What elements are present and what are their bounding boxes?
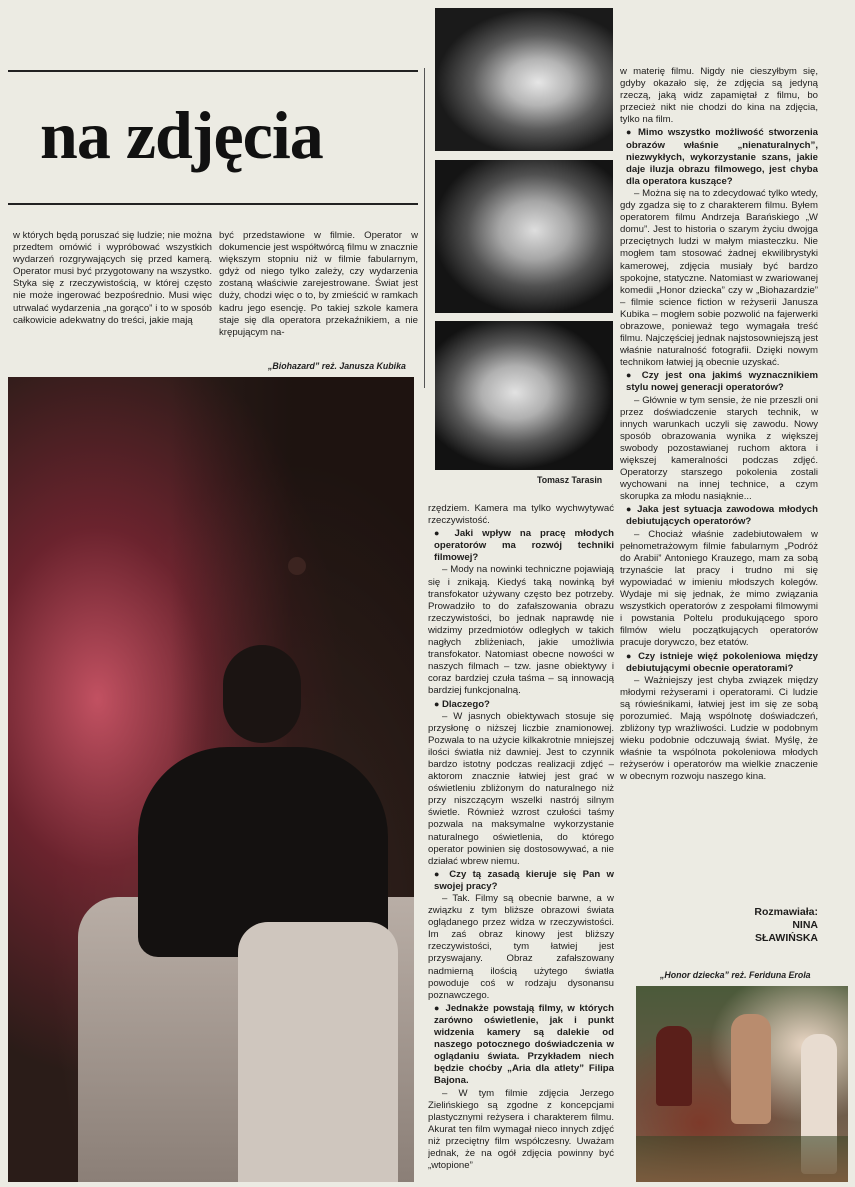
signature-label: Rozmawiała: <box>754 906 818 918</box>
interview-question: ● Czy jest ona jakimś wyznacznikiem stylu nowej generacji operatorów? <box>620 369 818 394</box>
interview-question: ● Czy tą zasadą kieruje się Pan w swojej pracy? <box>428 868 614 893</box>
interview-answer: rzędziem. Kamera ma tylko wychwytywać rzeczywistość. <box>428 503 614 527</box>
signature-last-name: SŁAWIŃSKA <box>755 932 818 944</box>
photo-honor-dziecka-still <box>636 986 848 1182</box>
interview-answer: – W tym filmie zdjęcia Jerzego Zielińskiego są zgodne z koncepcjami plastycznymi reżysera i charakterem filmu. Akurat ten film wymagał nieco innych zdjęć niż przeciętny film współczesny. Uważam jednak, że na ogół zdjęcia powinny być „wtopione” <box>428 1087 614 1172</box>
interview-answer: – Ważniejszy jest chyba związek między młodymi reżyserami i operatorami. Ci ludzie są rówieśnikami, łatwiej jest im się ze sobą porozumieć. Mają wspólnotę doświadczeń, zbliżony typ wrażliwości. Ludzie w podobnym wieku podobnie odczuwają świat. Myślę, że właśnie ta wspólnota pokoleniowa młodych reżyserów i operatorów ma wielkie znaczenie w obecnym rozwoju naszego kina. <box>620 674 818 783</box>
photo-figure-left <box>656 1026 692 1106</box>
signature-first-name: NINA <box>792 919 818 931</box>
photo-foreground <box>636 1136 848 1182</box>
photo-figure-center <box>731 1014 771 1124</box>
caption-honor-dziecka: „Honor dziecka” reż. Feriduna Erola <box>660 970 811 980</box>
interview-question: ● Dlaczego? <box>428 698 614 711</box>
interview-column-middle <box>428 503 614 1183</box>
portrait-photo-2 <box>435 160 613 313</box>
intro-paragraph-2: być przedstawione w filmie. Operator w dokumencie jest współtwórcą filmu w znacznie większym stopniu niż w filmie fabularnym, gdyż od niego tylko zależy, czy wydarzenia zostaną właściwie zarejestrowane. Świat jest duży, chodzi więc o to, by zmieścić w ramkach kadru jego esencję. Po takiej szkole kamera staje się dla operatora przekaźnikiem, a nie krępującym na- <box>219 230 418 338</box>
portrait-photo-1 <box>435 8 613 151</box>
top-rule <box>8 70 418 72</box>
interview-answer: – Mody na nowinki techniczne pojawiają się i znikają. Kiedyś taką nowinką był transfokator używany często bez potrzeby. Prowadziło to do zafałszowania obrazu rzeczywistości, bo jednak naprawdę nie widzimy przedmiotów odległych w takich nagłych zbliżeniach, jakie umożliwia transfokator. Natomiast obecne nowości w naszych filmach – tzw. jasne obiektywy i coraz bardziej czuła taśma – są innowacją bardziej funkcjonalną. <box>428 564 614 697</box>
interview-answer: – Chociaż właśnie zadebiutowałem w pełnometrażowym filmie fabularnym „Podróż do Arabii” Antoniego Krauzego, mam za sobą trzynaście lat pracy i trudno mi się wypowiadać w imieniu młodszych kolegów. Wydaje mi się jednak, że mimo związania wszystkich operatorów z zespołami filmowymi i powstania Poltelu produkującego sporo filmów wielu początkujących operatorów pracuje dorywczo, bez etatów. <box>620 528 818 649</box>
interview-answer: w materię filmu. Nigdy nie cieszyłbym się, gdyby okazało się, że zdjęcia są jedyną rzeczą, jaką widz zapamiętał z filmu, bo przecież nikt nie chodzi do kina na zdjęcia, tylko na film. <box>620 66 818 126</box>
interview-question: ● Mimo wszystko możliwość stworzenia obrazów właśnie „nienaturalnych”, niezwykłych, wykorzystanie szans, jakie daje iluzja obrazu filmowego, jest chyba dla operatora kuszące? <box>620 126 818 187</box>
intro-paragraph-1: w których będą poruszać się ludzie; nie można przedtem omówić i wypróbować wszystkich wydarzeń rozgrywających się przed kamerą. Operator musi być przygotowany na wszystko. Styka się z rzeczywistością, w której często nie może ingerować bezpośrednio. Musi więc utrwalać wydarzenia „na gorąco” i to w sposób całkowicie adekwatny do treści, jakie mają <box>13 230 212 326</box>
headline-bottom-rule <box>8 203 418 205</box>
interview-question: ● Czy istnieje więź pokoleniowa między debiutującymi obecnie operatorami? <box>620 650 818 675</box>
interview-answer: – Tak. Filmy są obecnie barwne, a w związku z tym bliższe obrazowi świata oglądanego przez widza w rzeczywistości. Im zaś obraz kinowy jest bliższy rzeczywistości, tym łatwiej jest przyswajany. Obraz zafałszowany nadmierną ilością użytego światła powoduje coś w rodzaju dysonansu poznawczego. <box>428 893 614 1001</box>
interview-question: ● Jaki wpływ na pracę młodych operatorów ma rozwój techniki filmowej? <box>428 527 614 564</box>
column-rule <box>424 68 425 388</box>
signature <box>700 906 818 945</box>
intro-column-2 <box>219 230 418 362</box>
caption-biohazard: „Biohazard” reż. Janusza Kubika <box>268 361 406 371</box>
intro-column-1 <box>13 230 212 362</box>
photo-biohazard-still <box>8 377 414 1182</box>
portrait-photo-3 <box>435 321 613 470</box>
photo-wall-knob <box>288 557 306 575</box>
photo-chair <box>238 922 398 1182</box>
caption-portraits: Tomasz Tarasin <box>537 475 603 485</box>
interview-column-right <box>620 66 818 881</box>
interview-question: ● Jaka jest sytuacja zawodowa młodych debiutujących operatorów? <box>620 503 818 528</box>
interview-answer: – W jasnych obiektywach stosuje się przysłonę o niższej liczbie znamionowej. Pozwala to na użycie kilkakrotnie mniejszej ilości światła niż dawniej. Jest to czynnik bardzo istotny podczas realizacji zdjęć – aktorom znacznie łatwiej jest grać w oświetleniu zbliżonym do naturalnego niż przy niszczącym wszelki nastrój silnym świetle. Również wzrost czułości taśmy pozwala na maksymalne wykorzystanie naturalnego oświetlenia, do którego operator powinien się dostosowywać, a nie działać wbrew niemu. <box>428 710 614 867</box>
photo-figure-head <box>223 645 301 743</box>
headline: na zdjęcia <box>40 97 323 173</box>
interview-answer: – Głównie w tym sensie, że nie przeszli oni przez doświadczenie starych technik, w innych warunkach uczyli się zawodu. Nowy sposób obrazowania wynika z większej swobody pozostawianej ruchom aktora i większej kameralności podczas zdjęć. Operatorzy starszego pokolenia zostali wychowani na innej technice, a czym skorupka za młodu nasiąknie... <box>620 394 818 503</box>
interview-answer: – Można się na to zdecydować tylko wtedy, gdy zgadza się to z charakterem filmu. Byłem operatorem filmu Andrzeja Barańskiego „W domu”. Jest to historia o szarym życiu dwojga przeciętnych ludzi w małym miasteczku. Nie mogłem tam stosować żadnej ekwilibrystyki kamerowej, zdjęcia musiały być bardzo spokojne, statyczne. Natomiast w zwariowanej komedii „Honor dziecka” czy w „Biohazardzie” – filmie science fiction w reżyserii Janusza Kubika – mogłem sobie pozwolić na fajerwerki obrazowe, ponieważ tego wymagała treść filmu. Najczęściej jednak najstosowniejszą jest właśnie naturalność fotografii. Dzięki nowym technikom łatwiej ją obecnie uzyskać. <box>620 187 818 369</box>
interview-question: ● Jednakże powstają filmy, w których zarówno oświetlenie, jak i punkt widzenia kamery są dalekie od naszego potocznego doświadczenia w oglądaniu świata. Przykładem niech będzie choćby „Aria dla atlety” Filipa Bajona. <box>428 1002 614 1088</box>
